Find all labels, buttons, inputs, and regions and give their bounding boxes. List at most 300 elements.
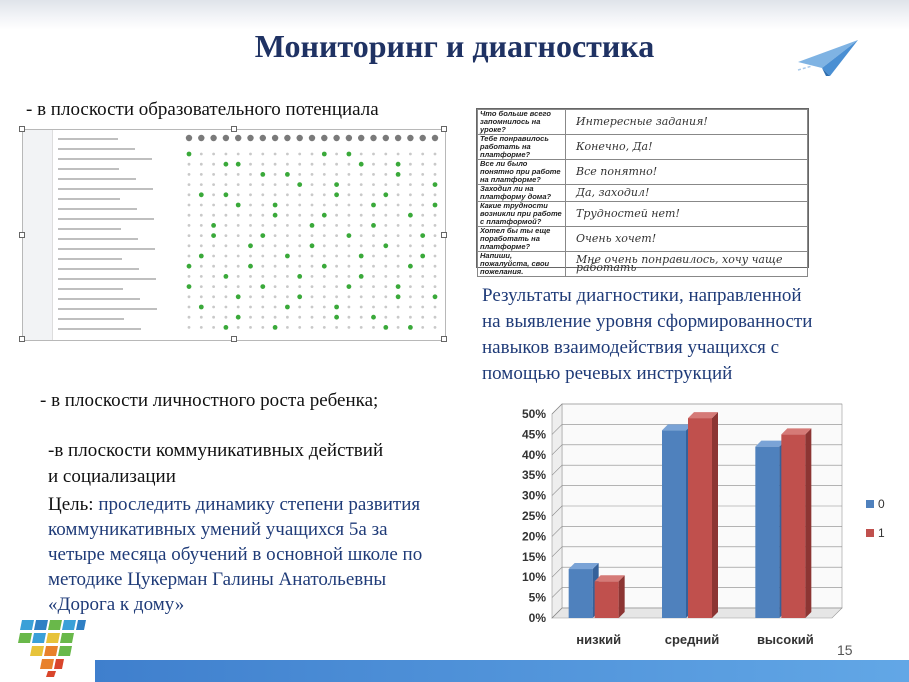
result-dot <box>200 316 203 319</box>
result-dot <box>212 193 215 196</box>
survey-question: Напиши, пожалуйста, свои пожелания. <box>478 252 566 277</box>
result-dot <box>360 193 363 196</box>
result-dot <box>409 173 412 176</box>
result-dot <box>408 325 413 330</box>
result-dot <box>273 203 278 208</box>
result-dot <box>225 153 228 156</box>
results-line: Результаты диагностики, направленной <box>482 285 802 306</box>
result-dot <box>384 183 387 186</box>
result-dot <box>348 265 351 268</box>
result-dot <box>311 326 314 329</box>
student-avatar <box>395 135 401 141</box>
result-dot <box>298 326 301 329</box>
screenshot-task-list <box>54 130 174 340</box>
result-dot <box>274 183 277 186</box>
result-dot <box>335 224 338 227</box>
result-dot <box>274 275 277 278</box>
result-dot <box>199 305 204 310</box>
result-dot <box>348 183 351 186</box>
result-dot <box>348 316 351 319</box>
screenshot-sidebar <box>23 130 53 340</box>
result-dot <box>225 173 228 176</box>
result-dot <box>360 285 363 288</box>
result-dot <box>372 173 375 176</box>
result-dot <box>286 316 289 319</box>
result-dot <box>311 163 314 166</box>
result-dot <box>212 163 215 166</box>
resize-handle[interactable] <box>231 126 237 132</box>
result-dot <box>323 163 326 166</box>
bar-side <box>619 575 625 618</box>
result-dot <box>249 306 252 309</box>
task-list-line <box>58 168 119 170</box>
result-dot <box>298 204 301 207</box>
task-list-line <box>58 228 121 230</box>
result-dot <box>274 163 277 166</box>
result-dot <box>348 214 351 217</box>
result-dot <box>335 265 338 268</box>
result-dot <box>384 316 387 319</box>
result-dot <box>261 153 264 156</box>
result-dot <box>298 244 301 247</box>
student-avatar <box>383 135 389 141</box>
result-dot <box>260 172 265 177</box>
x-tick-label: низкий <box>576 632 622 647</box>
result-dot <box>421 214 424 217</box>
survey-row <box>478 110 808 135</box>
result-dot <box>348 255 351 258</box>
result-dot <box>372 265 375 268</box>
result-dot <box>212 295 215 298</box>
result-dot <box>360 153 363 156</box>
result-dot <box>323 234 326 237</box>
result-dot <box>188 295 191 298</box>
resize-handle[interactable] <box>231 336 237 342</box>
result-dot <box>212 285 215 288</box>
result-dot <box>237 234 240 237</box>
result-dot <box>434 173 437 176</box>
result-dot <box>274 255 277 258</box>
result-dot <box>298 306 301 309</box>
result-dot <box>359 162 364 167</box>
result-dot <box>323 306 326 309</box>
result-dot <box>409 204 412 207</box>
result-dot <box>384 153 387 156</box>
result-dot <box>383 192 388 197</box>
result-dot <box>434 326 437 329</box>
task-list-line <box>58 328 141 330</box>
result-dot <box>397 265 400 268</box>
result-dot <box>396 162 401 167</box>
survey-row <box>478 202 808 227</box>
result-dot <box>212 326 215 329</box>
survey-question: Какие трудности возникли при работе с платформой? <box>478 202 566 227</box>
result-dot <box>323 285 326 288</box>
result-dot <box>409 306 412 309</box>
result-dot <box>286 285 289 288</box>
result-dot <box>409 255 412 258</box>
goal-text: методике Цукерман Галины Анатольевны <box>48 569 387 590</box>
result-dot <box>372 244 375 247</box>
task-list-line <box>58 298 140 300</box>
result-dot <box>298 285 301 288</box>
result-dot <box>397 224 400 227</box>
result-dot <box>249 285 252 288</box>
result-dot <box>409 193 412 196</box>
result-dot <box>372 306 375 309</box>
survey-row <box>478 135 808 160</box>
result-dot <box>200 275 203 278</box>
result-dot <box>249 295 252 298</box>
result-dot <box>434 255 437 258</box>
result-dot <box>212 183 215 186</box>
survey-answer: Интересные задания! <box>566 110 808 135</box>
task-list-line <box>58 258 122 260</box>
result-dot <box>298 234 301 237</box>
result-dot <box>433 294 438 299</box>
result-dot <box>383 325 388 330</box>
result-dot <box>261 265 264 268</box>
result-dot <box>323 326 326 329</box>
result-dot <box>261 224 264 227</box>
task-list-line <box>58 188 153 190</box>
result-dot <box>286 193 289 196</box>
result-dot <box>200 183 203 186</box>
result-dot <box>348 193 351 196</box>
result-dot <box>261 306 264 309</box>
result-dot <box>397 255 400 258</box>
result-dot <box>261 275 264 278</box>
result-dot <box>237 244 240 247</box>
result-dot <box>298 316 301 319</box>
y-tick-label: 0% <box>528 611 546 625</box>
result-dot <box>372 295 375 298</box>
resize-handle[interactable] <box>441 336 447 342</box>
result-dot <box>397 326 400 329</box>
result-dot <box>360 265 363 268</box>
result-dot <box>384 224 387 227</box>
result-dot <box>200 265 203 268</box>
result-dot <box>212 204 215 207</box>
result-dot <box>347 284 352 289</box>
result-dot <box>397 275 400 278</box>
legend-label: 0 <box>878 497 885 511</box>
result-dot <box>421 204 424 207</box>
resize-handle[interactable] <box>441 232 447 238</box>
result-dot <box>188 316 191 319</box>
result-dot <box>249 204 252 207</box>
student-avatar <box>370 135 376 141</box>
result-dot <box>335 295 338 298</box>
task-list-line <box>58 268 139 270</box>
result-dot <box>421 153 424 156</box>
result-dot <box>188 193 191 196</box>
y-tick-label: 50% <box>521 407 546 421</box>
result-dot <box>397 204 400 207</box>
result-dot <box>273 213 278 218</box>
goal-label: Цель: <box>48 494 94 515</box>
student-avatar <box>198 135 204 141</box>
result-dot <box>335 326 338 329</box>
result-dot <box>323 244 326 247</box>
result-dot <box>236 294 241 299</box>
result-dot <box>372 234 375 237</box>
result-dot <box>334 182 339 187</box>
result-dot <box>286 244 289 247</box>
result-dot <box>360 173 363 176</box>
result-dot <box>188 183 191 186</box>
result-dot <box>188 204 191 207</box>
result-dot <box>248 264 253 269</box>
result-dot <box>261 214 264 217</box>
result-dot <box>421 244 424 247</box>
result-dot <box>286 204 289 207</box>
result-dot <box>348 173 351 176</box>
result-dot <box>274 285 277 288</box>
result-dot <box>261 316 264 319</box>
result-dot <box>249 255 252 258</box>
result-dot <box>225 234 228 237</box>
result-dot <box>360 214 363 217</box>
result-dot <box>237 153 240 156</box>
survey-row <box>478 252 808 277</box>
result-dot <box>322 213 327 218</box>
result-dot <box>200 204 203 207</box>
resize-handle[interactable] <box>441 126 447 132</box>
student-avatar <box>297 135 303 141</box>
result-dot <box>237 173 240 176</box>
result-dot <box>200 163 203 166</box>
result-dot <box>249 234 252 237</box>
result-dot <box>359 254 364 259</box>
results-caption <box>482 283 902 387</box>
result-dot <box>421 265 424 268</box>
result-dot <box>335 163 338 166</box>
task-list-line <box>58 158 152 160</box>
result-dot <box>211 223 216 228</box>
resize-handle[interactable] <box>19 336 25 342</box>
task-list-line <box>58 208 137 210</box>
result-dot <box>335 204 338 207</box>
result-dot <box>384 255 387 258</box>
result-dot <box>397 306 400 309</box>
y-tick-label: 20% <box>521 529 546 544</box>
legend-swatch <box>866 500 874 508</box>
result-dot <box>384 163 387 166</box>
result-dot <box>225 285 228 288</box>
result-dot <box>200 214 203 217</box>
result-dot <box>200 234 203 237</box>
result-dot <box>421 285 424 288</box>
result-dot <box>311 265 314 268</box>
result-dot <box>347 152 352 157</box>
result-dot <box>310 243 315 248</box>
page-number: 15 <box>837 642 853 658</box>
result-dot <box>372 193 375 196</box>
result-dot <box>225 224 228 227</box>
result-dot <box>322 264 327 269</box>
result-dot <box>200 153 203 156</box>
result-dot <box>384 275 387 278</box>
result-dot <box>286 224 289 227</box>
result-dot <box>311 183 314 186</box>
result-dot <box>360 224 363 227</box>
task-list-line <box>58 318 124 320</box>
result-dot <box>311 153 314 156</box>
goal-text: четыре месяца обучений в основной школе по <box>48 544 423 565</box>
survey-answer: Очень хочет! <box>566 227 808 252</box>
result-dot <box>434 275 437 278</box>
result-dot <box>433 182 438 187</box>
result-dot <box>297 274 302 279</box>
result-dot <box>225 204 228 207</box>
diagnostics-bar-chart <box>472 392 902 660</box>
bar <box>595 581 619 618</box>
school-logo-icon <box>16 616 88 678</box>
bullet-communicative-2: и социализации <box>48 466 176 487</box>
result-dot <box>286 214 289 217</box>
y-tick-label: 45% <box>521 427 546 442</box>
result-dot <box>384 204 387 207</box>
result-dot <box>334 192 339 197</box>
result-dot <box>274 306 277 309</box>
result-dot <box>298 153 301 156</box>
result-dot <box>237 224 240 227</box>
result-dot <box>372 183 375 186</box>
student-avatar <box>420 135 426 141</box>
result-dot <box>199 192 204 197</box>
result-dot <box>408 213 413 218</box>
result-dot <box>348 295 351 298</box>
task-list-line <box>58 278 156 280</box>
result-dot <box>212 214 215 217</box>
survey-answer: Конечно, Да! <box>566 135 808 160</box>
result-dot <box>212 316 215 319</box>
result-dot <box>260 233 265 238</box>
result-dot <box>261 255 264 258</box>
result-dot <box>409 295 412 298</box>
task-list-line <box>58 138 118 140</box>
bar-side <box>712 412 718 618</box>
result-dot <box>225 295 228 298</box>
student-avatar <box>407 135 413 141</box>
result-dot <box>335 285 338 288</box>
result-dot <box>274 244 277 247</box>
result-dot <box>260 284 265 289</box>
slide-title: Мониторинг и диагностика <box>254 28 655 64</box>
result-dot <box>310 223 315 228</box>
result-dot <box>188 255 191 258</box>
task-list-line <box>58 308 157 310</box>
result-dot <box>249 183 252 186</box>
result-dot <box>397 316 400 319</box>
result-dot <box>200 244 203 247</box>
result-dot <box>311 234 314 237</box>
result-dot <box>285 254 290 259</box>
monitoring-screenshot <box>22 129 446 341</box>
result-dot <box>237 285 240 288</box>
result-dot <box>334 305 339 310</box>
result-dot <box>200 326 203 329</box>
result-dot <box>311 306 314 309</box>
bar <box>781 434 805 618</box>
result-dot <box>409 316 412 319</box>
result-dot <box>396 294 401 299</box>
result-dot <box>311 214 314 217</box>
result-dot <box>335 153 338 156</box>
result-dot <box>200 224 203 227</box>
result-dot <box>348 275 351 278</box>
footer-bar <box>95 660 909 682</box>
result-dot <box>249 316 252 319</box>
y-tick-label: 25% <box>521 509 546 523</box>
result-dot <box>372 153 375 156</box>
result-dot <box>187 264 192 269</box>
bullet-education: - в плоскости образовательного потенциала <box>26 99 379 120</box>
result-dot <box>323 295 326 298</box>
result-dot <box>188 224 191 227</box>
result-dot <box>371 223 376 228</box>
result-dot <box>274 193 277 196</box>
result-dot <box>323 224 326 227</box>
result-dot <box>274 265 277 268</box>
result-dot <box>236 162 241 167</box>
result-dot <box>298 173 301 176</box>
survey-answer: Все понятно! <box>566 160 808 185</box>
y-tick-label: 35% <box>521 468 546 483</box>
task-list-line <box>58 288 123 290</box>
goal-text: «Дорога к дому» <box>48 594 185 615</box>
result-dot <box>434 153 437 156</box>
result-dot <box>409 244 412 247</box>
result-dot <box>347 233 352 238</box>
survey-question: Что больше всего запомнилось на уроке? <box>478 110 566 135</box>
result-dot <box>384 234 387 237</box>
result-dot <box>311 173 314 176</box>
result-dot <box>298 224 301 227</box>
result-dot <box>348 326 351 329</box>
result-dot <box>249 214 252 217</box>
results-line: помощью речевых инструкций <box>482 363 733 384</box>
result-dot <box>212 244 215 247</box>
result-dot <box>420 233 425 238</box>
result-dot <box>323 316 326 319</box>
result-dot <box>372 163 375 166</box>
x-tick-label: высокий <box>756 632 814 647</box>
resize-handle[interactable] <box>19 232 25 238</box>
result-dot <box>434 234 437 237</box>
result-dot <box>225 265 228 268</box>
bar <box>755 447 779 618</box>
result-dot <box>434 193 437 196</box>
result-dot <box>348 306 351 309</box>
result-dot <box>360 326 363 329</box>
result-dot <box>348 204 351 207</box>
result-dot <box>421 306 424 309</box>
goal-text: коммуникативных умений учащихся 5а за <box>48 519 388 540</box>
result-dot <box>409 153 412 156</box>
result-dot <box>286 295 289 298</box>
header-band <box>0 0 909 30</box>
result-dot <box>397 153 400 156</box>
student-avatar <box>432 135 438 141</box>
resize-handle[interactable] <box>19 126 25 132</box>
result-dot <box>237 193 240 196</box>
results-line: на выявление уровня сформированности <box>482 311 813 332</box>
survey-question: Все ли было понятно при работе на платформе? <box>478 160 566 185</box>
result-dot <box>237 214 240 217</box>
student-avatar <box>358 135 364 141</box>
